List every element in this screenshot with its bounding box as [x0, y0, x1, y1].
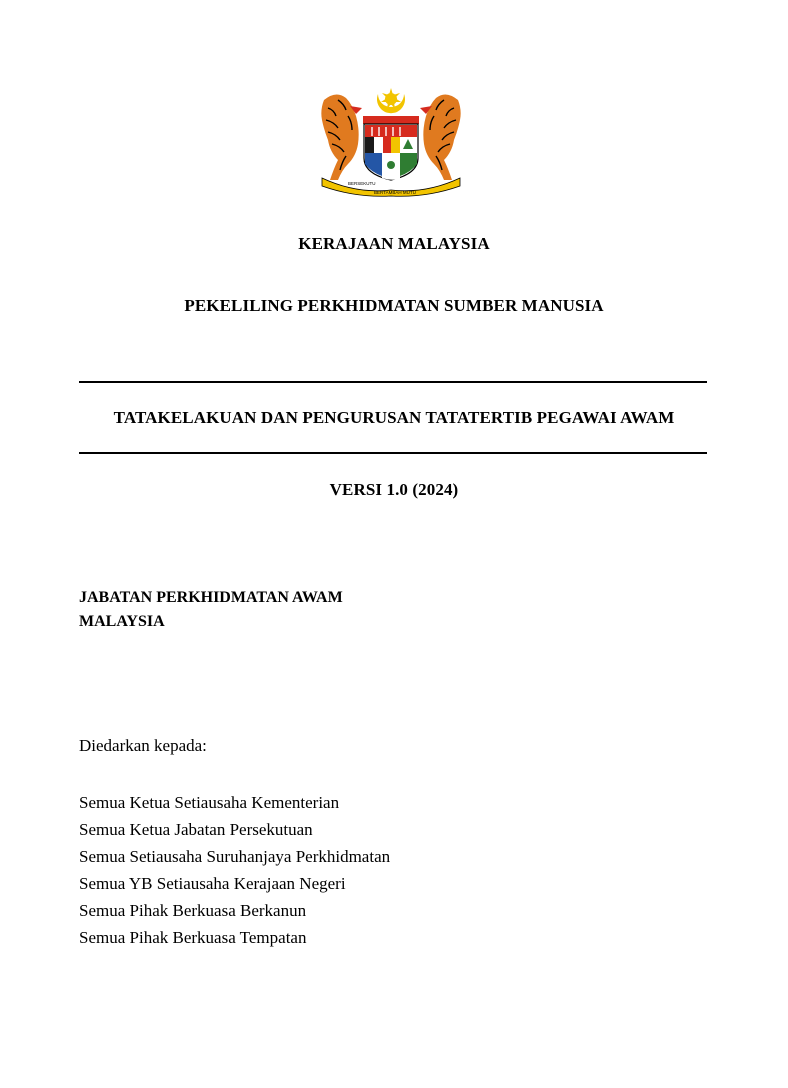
issuer-line-1: JABATAN PERKHIDMATAN AWAM [79, 589, 343, 606]
circular-type-heading: PEKELILING PERKHIDMATAN SUMBER MANUSIA [184, 296, 604, 315]
list-item: Semua Ketua Jabatan Persekutuan [79, 820, 313, 839]
svg-text:BERSEKUTU: BERSEKUTU [348, 181, 376, 186]
list-item: Semua Setiausaha Suruhanjaya Perkhidmatan [79, 847, 391, 866]
list-item: Semua Pihak Berkuasa Tempatan [79, 928, 307, 947]
distribution-heading: Diedarkan kepada: [79, 736, 207, 755]
distribution-list [79, 789, 390, 951]
svg-text:BERTAMBAH MUTU: BERTAMBAH MUTU [374, 190, 416, 195]
title-bottom-rule [79, 452, 707, 454]
coat-of-arms-icon [316, 86, 466, 198]
list-item: Semua YB Setiausaha Kerajaan Negeri [79, 874, 346, 893]
list-item: Semua Pihak Berkuasa Berkanun [79, 901, 307, 920]
version-label: VERSI 1.0 (2024) [329, 480, 459, 499]
government-heading: KERAJAAN MALAYSIA [298, 234, 490, 253]
title-top-rule [79, 381, 707, 383]
issuer-line-2: MALAYSIA [79, 613, 165, 630]
document-title: TATAKELAKUAN DAN PENGURUSAN TATATERTIB PEGAWAI AWAM [113, 408, 675, 427]
list-item: Semua Ketua Setiausaha Kementerian [79, 793, 340, 812]
